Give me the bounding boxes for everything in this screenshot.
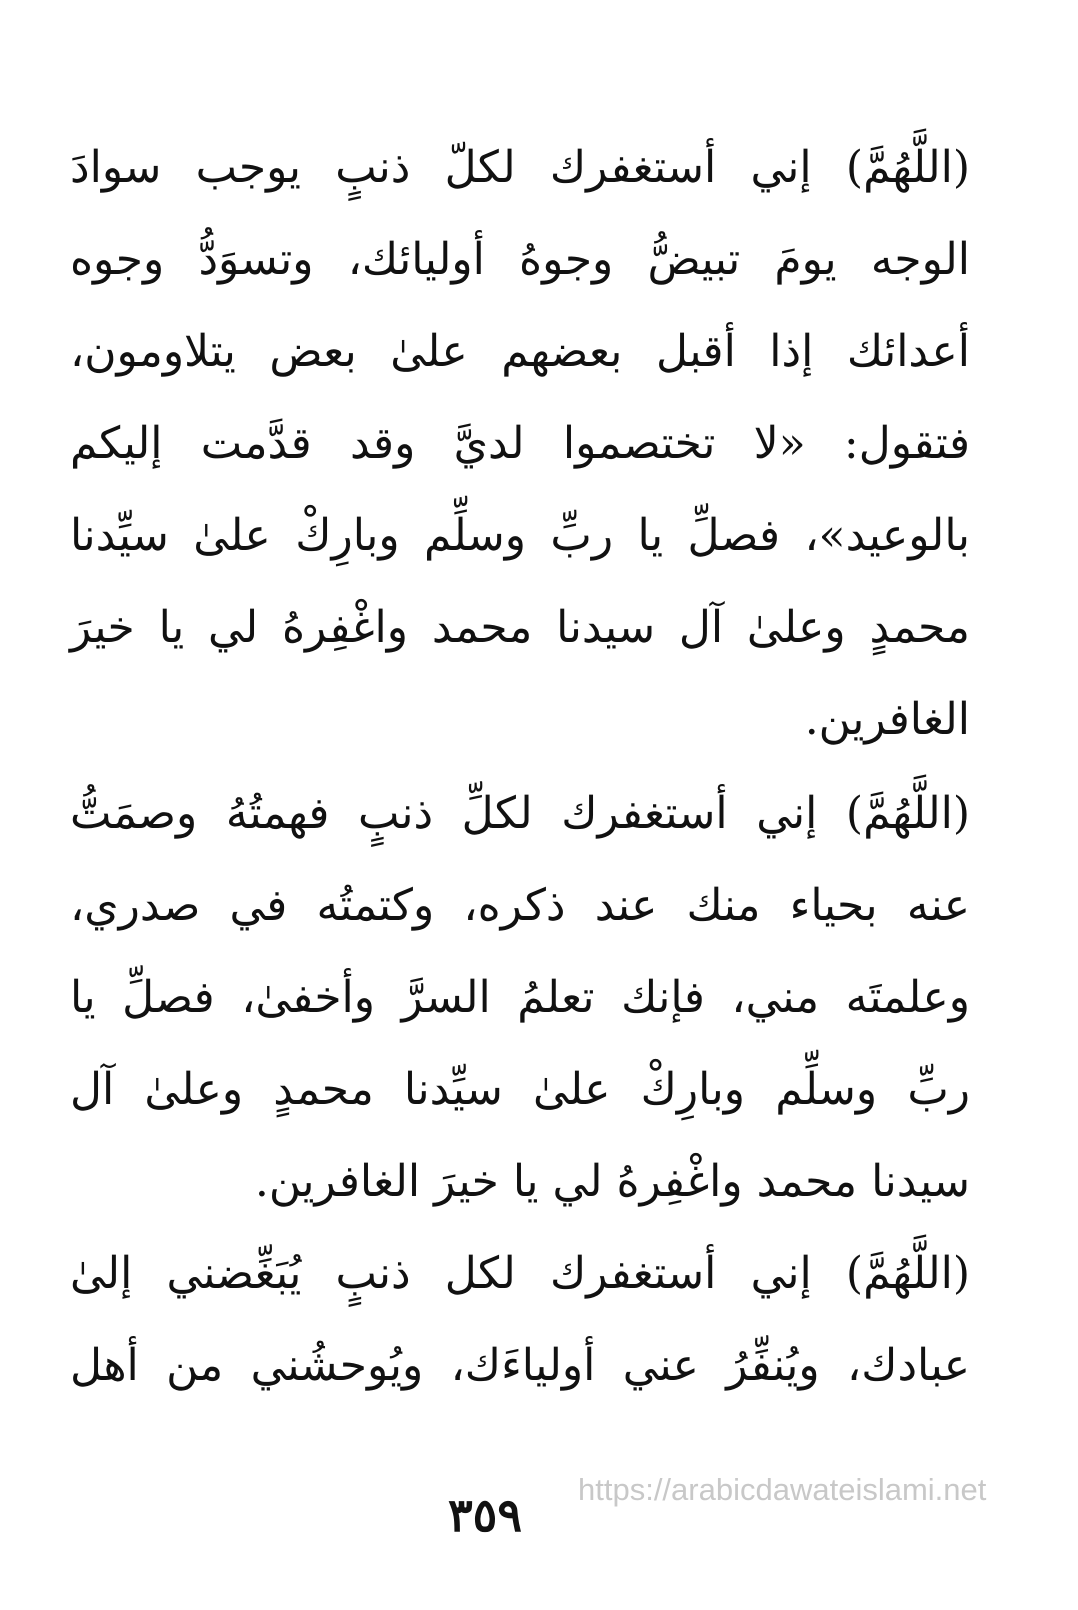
text-line: عبادك، ويُنفِّرُ عني أولياءَك، ويُوحشُني من أهل xyxy=(70,1340,970,1391)
text-line: أعدائك إذا أقبل بعضهم علىٰ بعض يتلاومون، xyxy=(70,326,970,377)
text-line: ربِّ وسلِّم وبارِكْ علىٰ سيِّدنا محمدٍ وعلىٰ آل xyxy=(70,1064,970,1115)
paragraph-2 xyxy=(70,768,970,1228)
paragraph-3 xyxy=(70,1228,970,1412)
text-line: (اللَّهُمَّ) إني أستغفرك لكلّ ذنبٍ يوجب سوادَ xyxy=(70,142,970,193)
paragraph-1 xyxy=(70,122,970,766)
text-line: عنه بحياء منك عند ذكره، وكتمتُه في صدري، xyxy=(70,880,970,931)
text-line: الغافرين. xyxy=(804,694,970,745)
text-line: محمدٍ وعلىٰ آل سيدنا محمد واغْفِرهُ لي يا خيرَ xyxy=(70,602,970,653)
page-number: ٣٥٩ xyxy=(447,1488,523,1542)
text-line: سيدنا محمد واغْفِرهُ لي يا خيرَ الغافرين. xyxy=(254,1156,970,1207)
text-line: (اللَّهُمَّ) إني أستغفرك لكل ذنبٍ يُبَغِّضني إلىٰ xyxy=(70,1248,970,1299)
text-line: وعلمتَه مني، فإنك تعلمُ السرَّ وأخفىٰ، فصلِّ يا xyxy=(70,972,970,1023)
text-line: فتقول: «لا تختصموا لديَّ وقد قدَّمت إليكم xyxy=(70,418,970,469)
text-line: (اللَّهُمَّ) إني أستغفرك لكلِّ ذنبٍ فهمتُهُ وصمَتُّ xyxy=(70,788,970,839)
text-line: الوجه يومَ تبيضُّ وجوهُ أوليائك، وتسوَدُّ وجوه xyxy=(70,234,970,285)
text-line: بالوعيد»، فصلِّ يا ربِّ وسلِّم وبارِكْ علىٰ سيِّدنا xyxy=(70,510,970,561)
watermark-url: https://arabicdawateislami.net xyxy=(578,1472,987,1507)
